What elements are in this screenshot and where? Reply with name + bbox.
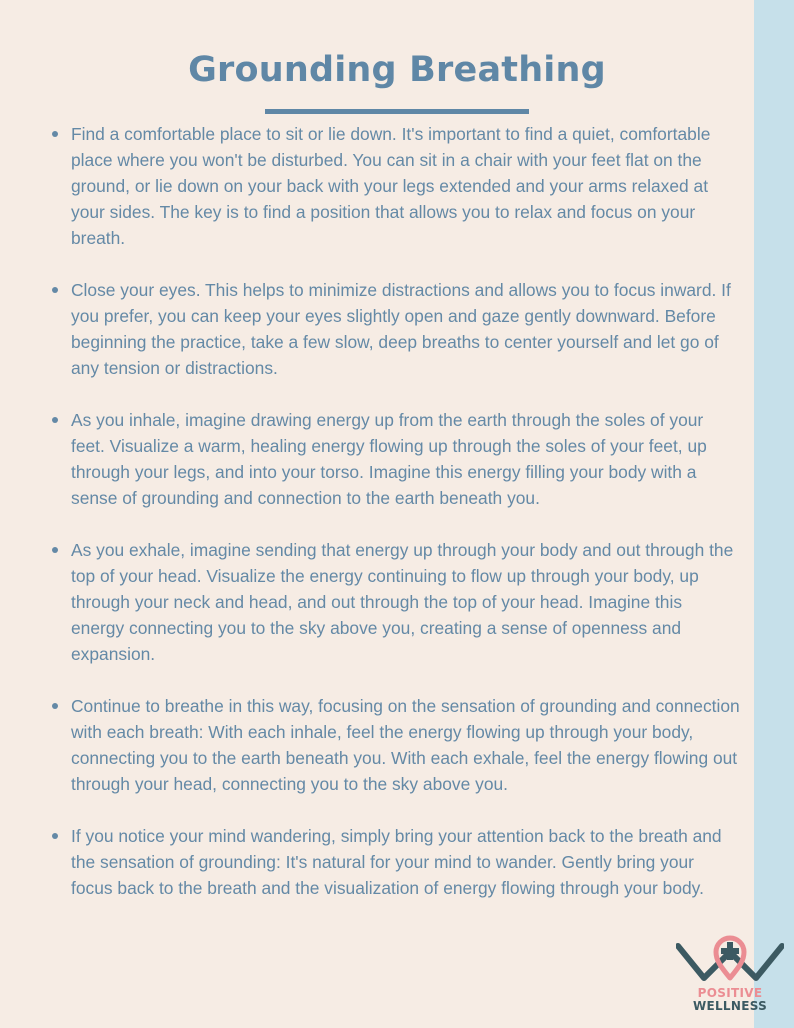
side-accent-strip [754,0,794,1028]
list-item-text: Find a comfortable place to sit or lie down. It's important to find a quiet, comfortable place where you won't be disturbed. You can sit in a chair with your feet flat on the ground, or lie down on your back with your legs extended and your arms relaxed at your sides. The key is to find a position that allows you to relax and focus on your breath. [71,124,711,248]
bullet-dot-icon [52,417,58,423]
page-title: Grounding Breathing [188,50,606,90]
logo-text-wellness: WELLNESS [692,999,768,1013]
list-item-text: As you exhale, imagine sending that energy up through your body and out through the top of your head. Visualize the energy continuing to flow up through your body, up through your neck and head, and out through the top of your head. Imagine this energy connecting you to the sky above you, creating a sense of openness and expansion. [71,540,734,664]
brand-logo [676,930,784,1014]
bullet-dot-icon [52,703,58,709]
list-item [0,277,740,381]
list-item [0,407,740,511]
bullet-dot-icon [52,131,58,137]
list-item-text: Continue to breathe in this way, focusing on the sensation of grounding and connection with each breath: With each inhale, feel the energy flowing up through your body, connecting you to the earth beneath you. With each exhale, feel the energy flowing out through your head, connecting you to the sky above you. [71,696,740,794]
list-item-text: If you notice your mind wandering, simply bring your attention back to the breath and the sensation of grounding: It's natural for your mind to wander. Gently bring your focus back to the breath and the visualization of energy flowing through your body. [71,826,722,898]
title-underline [265,109,529,114]
bullet-dot-icon [52,287,58,293]
logo-text-positive: POSITIVE [697,986,763,1000]
list-item [0,823,740,901]
bullet-dot-icon [52,833,58,839]
list-item-text: As you inhale, imagine drawing energy up from the earth through the soles of your feet. Visualize a warm, healing energy flowing up through the soles of your feet, up through your legs, and into your torso. Imagine this energy filling your body with a sense of grounding and connection to the earth beneath you. [71,410,707,508]
list-item [0,121,740,251]
list-item [0,693,740,797]
list-item-text: Close your eyes. This helps to minimize distractions and allows you to focus inward. If you prefer, you can keep your eyes slightly open and gaze gently downward. Before beginning the practice, take a few slow, deep breaths to center yourself and let go of any tension or distractions. [71,280,731,378]
bullet-dot-icon [52,547,58,553]
positive-wellness-logo-icon [676,930,784,986]
instruction-list [0,121,740,927]
list-item [0,537,740,667]
